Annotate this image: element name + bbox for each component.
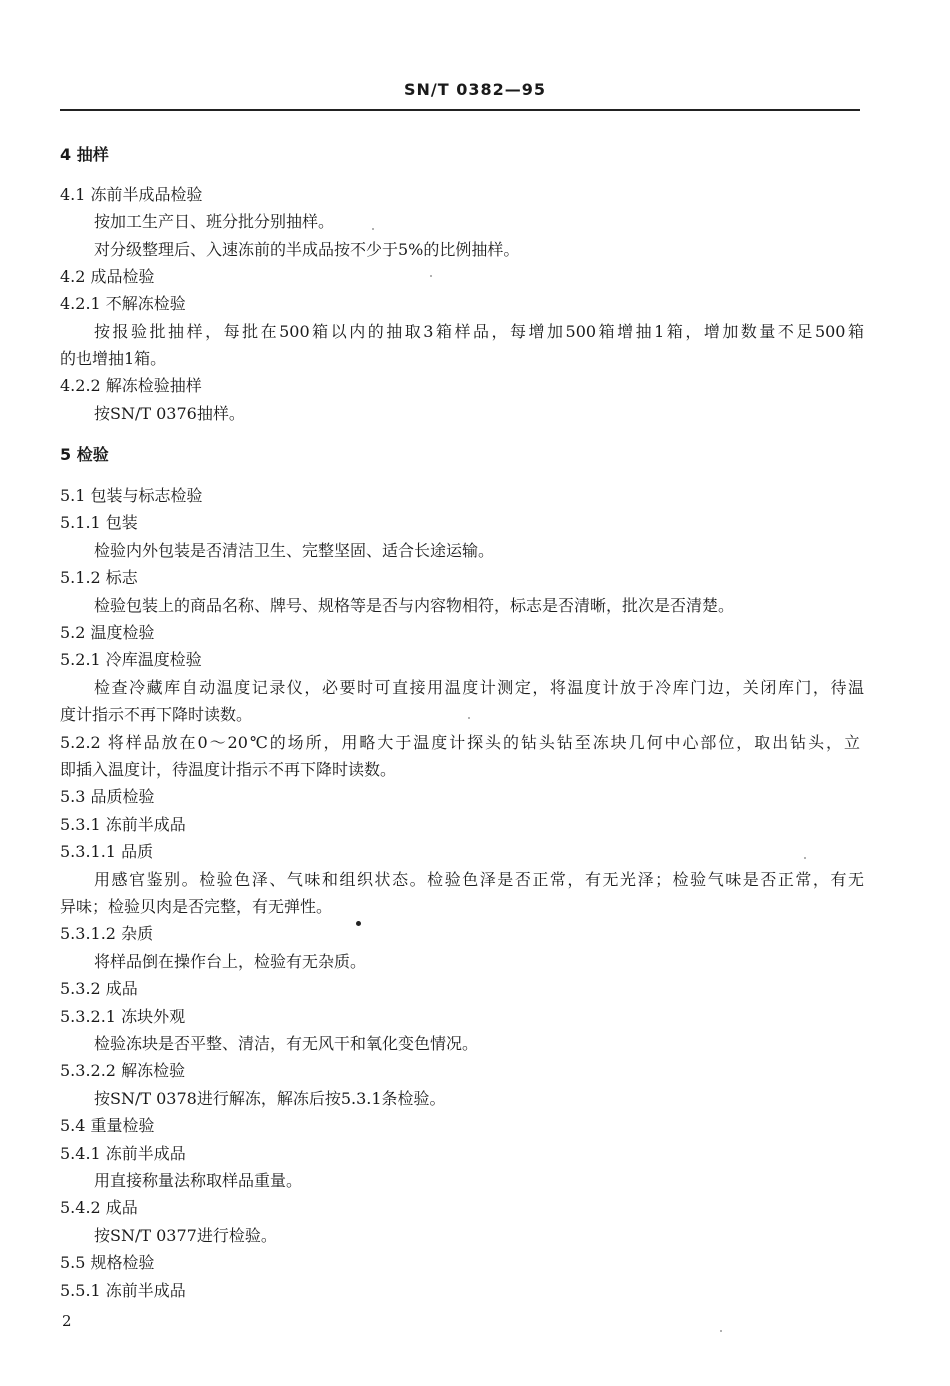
clause-5-2-1-heading: 5.2.1 冷库温度检验: [60, 650, 202, 669]
clause-5-3-2-heading: 5.3.2 成品: [60, 979, 138, 998]
clause-5-5-1-heading: 5.5.1 冻前半成品: [60, 1281, 186, 1300]
clause-4-1-text-2: 对分级整理后、入速冻前的半成品按不少于5%的比例抽样。: [94, 240, 520, 259]
clause-5-1-1-heading: 5.1.1 包装: [60, 513, 138, 532]
clause-5-1-heading: 5.1 包装与标志检验: [60, 486, 203, 505]
clause-4-2-2-heading: 4.2.2 解冻检验抽样: [60, 376, 202, 395]
clause-4-2-heading: 4.2 成品检验: [60, 267, 155, 286]
clause-5-2-1-text-2: 度计指示不再下降时读数。: [60, 705, 253, 724]
clause-5-1-2-text: 检验包装上的商品名称、牌号、规格等是否与内容物相符，标志是否清晰，批次是否清楚。: [94, 596, 735, 615]
clause-5-4-heading: 5.4 重量检验: [60, 1116, 155, 1135]
clause-4-1-text-1: 按加工生产日、班分批分别抽样。: [94, 212, 335, 231]
header-rule: [60, 109, 860, 111]
clause-4-2-1-heading: 4.2.1 不解冻检验: [60, 294, 186, 313]
clause-5-4-1-text: 用直接称量法称取样品重量。: [94, 1171, 303, 1190]
clause-5-2-2-text-1: 5.2.2 将样品放在0～20℃的场所，用略大于温度计探头的钻头钻至冻块几何中心部位，取出钻头，立: [60, 733, 860, 752]
clause-5-4-2-heading: 5.4.2 成品: [60, 1198, 138, 1217]
clause-5-1-1-text: 检验内外包装是否清洁卫生、完整坚固、适合长途运输。: [94, 541, 495, 560]
clause-4-2-1-text-2: 的也增抽1箱。: [60, 349, 167, 368]
clause-5-4-2-text: 按SN/T 0377进行检验。: [94, 1226, 277, 1245]
clause-5-3-1-1-heading: 5.3.1.1 品质: [60, 842, 154, 861]
clause-5-5-heading: 5.5 规格检验: [60, 1253, 155, 1272]
clause-5-3-1-1-text-1: 用感官鉴别。检验色泽、气味和组织状态。检验色泽是否正常，有无光泽；检验气味是否正常，有无: [94, 870, 864, 889]
scan-dot: [804, 857, 806, 859]
clause-5-3-2-2-text: 按SN/T 0378进行解冻，解冻后按5.3.1条检验。: [94, 1089, 446, 1108]
section-heading-5: 5 检验: [60, 445, 109, 464]
scan-dot: [430, 275, 432, 277]
scan-dot: [720, 1330, 722, 1332]
section-heading-4: 4 抽样: [60, 145, 109, 164]
clause-5-3-1-1-text-2: 异味；检验贝肉是否完整，有无弹性。: [60, 897, 333, 916]
clause-5-4-1-heading: 5.4.1 冻前半成品: [60, 1144, 186, 1163]
clause-5-2-1-text-1: 检查冷藏库自动温度记录仪，必要时可直接用温度计测定，将温度计放于冷库门边，关闭库门，待温: [94, 678, 864, 697]
clause-5-3-1-2-heading: 5.3.1.2 杂质: [60, 924, 154, 943]
page-number: 2: [62, 1312, 72, 1330]
clause-5-3-heading: 5.3 品质检验: [60, 787, 155, 806]
standard-code-header: SN/T 0382—95: [403, 80, 547, 99]
clause-5-3-2-1-heading: 5.3.2.1 冻块外观: [60, 1007, 186, 1026]
clause-5-2-heading: 5.2 温度检验: [60, 623, 155, 642]
clause-5-3-1-2-text: 将样品倒在操作台上，检验有无杂质。: [94, 952, 367, 971]
clause-5-3-1-heading: 5.3.1 冻前半成品: [60, 815, 186, 834]
clause-4-1-heading: 4.1 冻前半成品检验: [60, 185, 203, 204]
scan-spot: [356, 921, 361, 926]
clause-5-3-2-2-heading: 5.3.2.2 解冻检验: [60, 1061, 186, 1080]
clause-5-2-2-text-2: 即插入温度计，待温度计指示不再下降时读数。: [60, 760, 397, 779]
scan-dot: [372, 228, 374, 230]
clause-5-1-2-heading: 5.1.2 标志: [60, 568, 138, 587]
clause-4-2-1-text-1: 按报验批抽样，每批在500箱以内的抽取3箱样品，每增加500箱增抽1箱，增加数量不足500箱: [94, 322, 864, 341]
scan-dot: [468, 717, 470, 719]
clause-4-2-2-text: 按SN/T 0376抽样。: [94, 404, 245, 423]
clause-5-3-2-1-text: 检验冻块是否平整、清洁，有无风干和氧化变色情况。: [94, 1034, 479, 1053]
